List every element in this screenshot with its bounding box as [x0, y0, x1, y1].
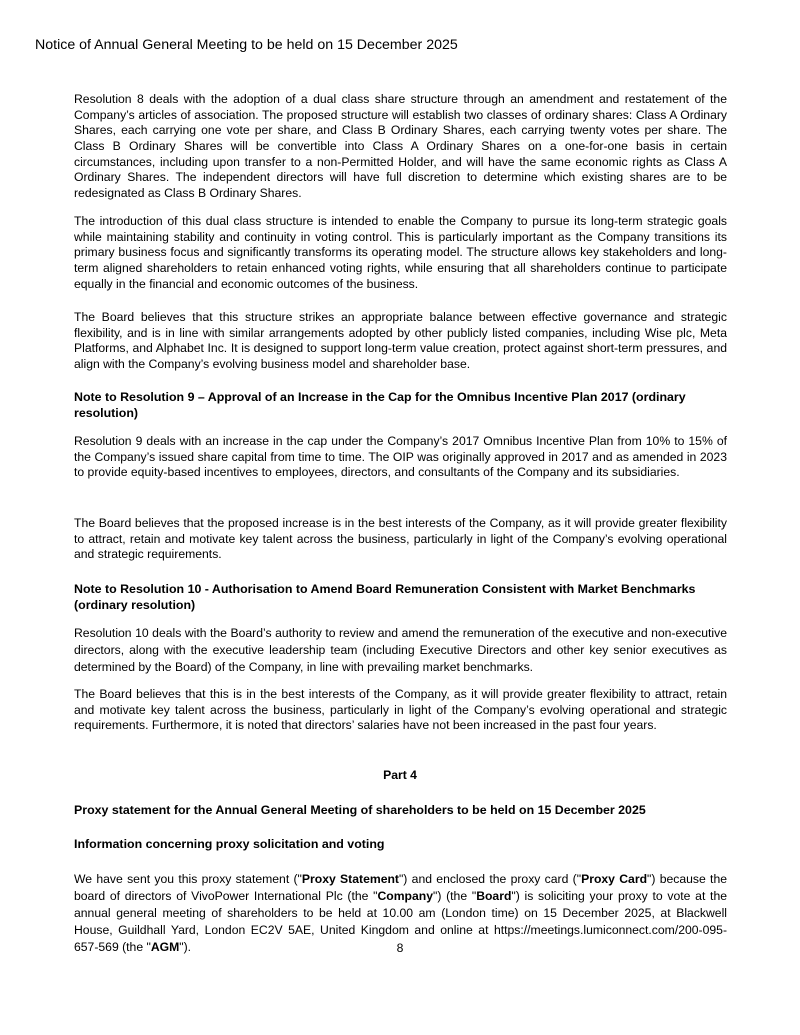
- paragraph-board-belief-remuneration: The Board believes that this is in the best interests of the Company, as it will provide greater flexibility to attract, retain and motivate key talent across the business, particularly in light of the Company’s evolving operational and strategic requirements. Furthermore, it is noted that directors’ salaries have not been increased in the past four years.: [74, 687, 727, 733]
- text-segment: ") because the board of directors of VivoPower International Plc (the ": [74, 872, 728, 904]
- text-segment: ").: [179, 940, 192, 955]
- defined-term: Proxy Card: [581, 872, 648, 887]
- defined-term: Proxy Statement: [301, 872, 399, 887]
- text-segment: We have sent you this proxy statement (": [74, 872, 302, 887]
- text-segment: ") is soliciting your proxy to vote at the annual general meeting of shareholders to be held at 10.00 am (London time) on 15 December 2025, at Blackwell House, Guildhall Yard, London EC2V 5AE, United Kingdom and online at https://meetings.lumiconnect.com/200-095-657-569 (the ": [74, 889, 728, 955]
- page-number: 8: [396, 941, 404, 955]
- heading-proxy-statement: Proxy statement for the Annual General Meeting of shareholders to be held on 15 December 2025: [74, 803, 646, 818]
- paragraph-board-belief-increase: The Board believes that the proposed increase is in the best interests of the Company, as it will provide greater flexibility to attract, retain and motivate key talent across the business, particularly in light of the Company’s evolving operational and strategic requirements.: [74, 516, 727, 562]
- defined-term: Board: [476, 889, 512, 904]
- heading-proxy-solicitation: Information concerning proxy solicitation and voting: [74, 837, 385, 852]
- defined-term: Company: [377, 889, 433, 904]
- defined-term: AGM: [150, 940, 180, 955]
- paragraph-resolution-8: Resolution 8 deals with the adoption of a dual class share structure through an amendment and restatement of the Company’s articles of association. The proposed structure will establish two classes of ordinary shares: Class A Ordinary Shares, each carrying one vote per share, and Class B Ordinary Shares, each carrying twenty votes per share. The Class B Ordinary Shares will be convertible into Class A Ordinary Shares on a one-for-one basis in certain circumstances, including upon transfer to a non-Permitted Holder, and will have the same economic rights as Class A Ordinary Shares. The independent directors will have full discretion to determine which existing shares are to be redesignated as Class B Ordinary Shares.: [74, 92, 727, 200]
- text-segment: ") and enclosed the proxy card (": [398, 872, 582, 887]
- heading-note-resolution-10: Note to Resolution 10 - Authorisation to Amend Board Remuneration Consistent with Market Benchmarks (ordinary resolution): [74, 582, 696, 612]
- text-segment: ") (the ": [433, 889, 477, 904]
- paragraph-resolution-9: Resolution 9 deals with an increase in the cap under the Company’s 2017 Omnibus Incentive Plan from 10% to 15% of the Company’s issued share capital from time to time. The OIP was originally approved in 2017 and as amended in 2023 to provide equity-based incentives to employees, directors, and consultants of the Company and its subsidiaries.: [74, 434, 727, 480]
- paragraph-dual-class-purpose: The introduction of this dual class structure is intended to enable the Company to pursue its long-term strategic goals while maintaining stability and continuity in voting control. This is particularly important as the Company transitions its primary business focus and significantly transforms its operating model. The structure allows key stakeholders and long-term aligned shareholders to retain enhanced voting rights, while ensuring that all shareholders continue to participate equally in the financial and economic outcomes of the business.: [74, 214, 727, 291]
- part-heading: Part 4: [383, 768, 417, 782]
- heading-note-resolution-9: Note to Resolution 9 – Approval of an Increase in the Cap for the Omnibus Incentive Plan 2017 (ordinary resolution): [74, 390, 686, 420]
- page-header-title: Notice of Annual General Meeting to be held on 15 December 2025: [35, 37, 458, 53]
- paragraph-board-belief-structure: The Board believes that this structure strikes an appropriate balance between effective governance and strategic flexibility, and is in line with similar arrangements adopted by other publicly listed companies, including Wise plc, Meta Platforms, and Alphabet Inc. It is designed to support long-term value creation, protect against short-term pressures, and align with the Company’s evolving business model and shareholder base.: [74, 310, 727, 371]
- paragraph-resolution-10: Resolution 10 deals with the Board’s authority to review and amend the remuneration of the executive and non-executive directors, along with the executive leadership team (including Executive Directors and other key senior executives as determined by the Board) of the Company, in line with prevailing market benchmarks.: [74, 626, 727, 675]
